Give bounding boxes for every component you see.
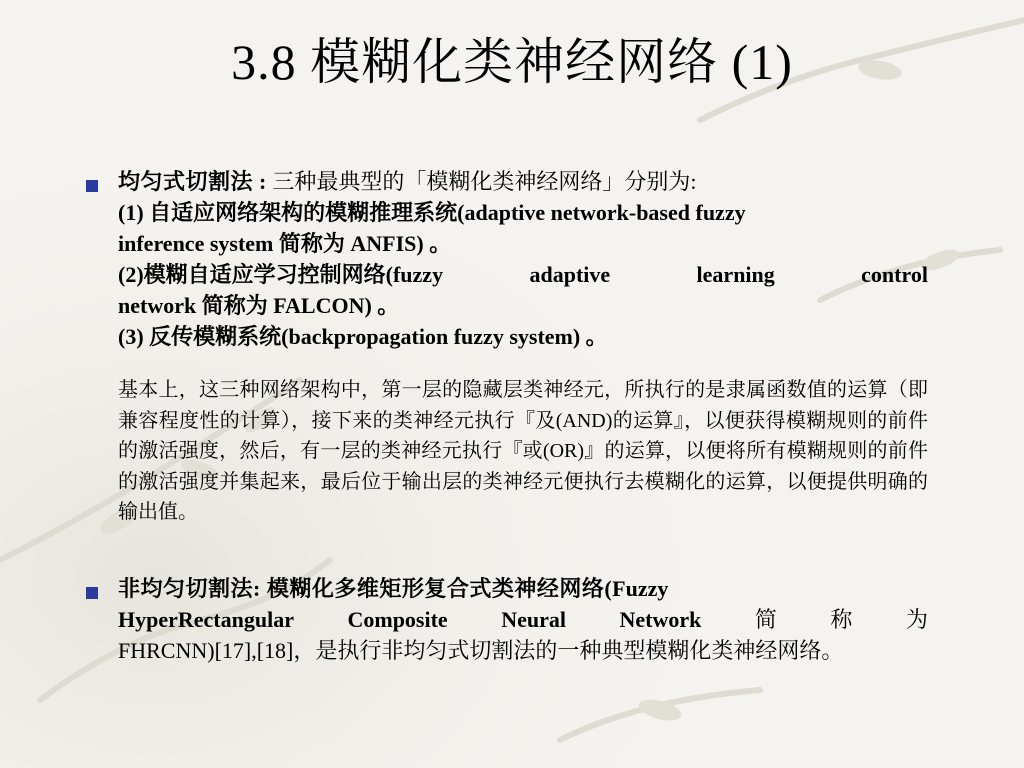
item2-word: adaptive <box>529 262 611 287</box>
section-nonuniform-partition <box>118 573 928 666</box>
section2-word: 称 <box>830 607 853 632</box>
bullet-square-icon <box>86 180 98 192</box>
slide-title: 3.8 模糊化类神经网络 (1) <box>231 34 793 90</box>
section2-label: 非均匀切割法: 模糊化多维矩形复合式类神经网络( <box>118 576 613 601</box>
section2-word: Network <box>619 607 702 632</box>
explanation-paragraph: 基本上，这三种网络架构中，第一层的隐藏层类神经元，所执行的是隶属函数值的运算（即兼容程度性的计算），接下来的类神经元执行『及(AND)的运算』，以便获得模糊规则的前件的激活强度，然后，有一层的类神经元执行『或(OR)』的运算，以便将所有模糊规则的前件的激活强度并集起来，最后位于输出层的类神经元便执行去模糊化的运算，以便提供明确的输出值。 <box>118 379 928 523</box>
section2-line2 <box>118 604 928 635</box>
item1-line2: inference system 简称为 ANFIS) 。 <box>118 231 452 256</box>
section2-word: Neural <box>501 607 566 632</box>
item2-line2: network 简称为 FALCON) 。 <box>118 293 400 318</box>
section2-word: Composite <box>347 607 448 632</box>
section1-intro: 三种最典型的「模糊化类神经网络」分别为: <box>266 169 697 194</box>
section2-english-head: Fuzzy <box>612 576 669 601</box>
section-uniform-partition <box>118 166 928 352</box>
item2-line1 <box>118 259 928 290</box>
section2-word: HyperRectangular <box>118 607 294 632</box>
section2-rest: FHRCNN)[17],[18]，是执行非均匀式切割法的一种典型模糊化类神经网络。 <box>118 638 844 663</box>
bullet-square-icon <box>86 587 98 599</box>
section2-word: 为 <box>905 607 928 632</box>
item3: (3) 反传模糊系统(backpropagation fuzzy system) 。 <box>118 324 608 349</box>
item2-word: (2)模糊自适应学习控制网络(fuzzy <box>118 262 444 287</box>
item2-word: learning <box>696 262 775 287</box>
section2-word: 简 <box>754 607 777 632</box>
section1-label: 均匀式切割法 : <box>118 169 267 194</box>
item2-word: control <box>861 262 928 287</box>
item1-line1: (1) 自适应网络架构的模糊推理系统(adaptive network-based fuzzy <box>118 200 746 225</box>
